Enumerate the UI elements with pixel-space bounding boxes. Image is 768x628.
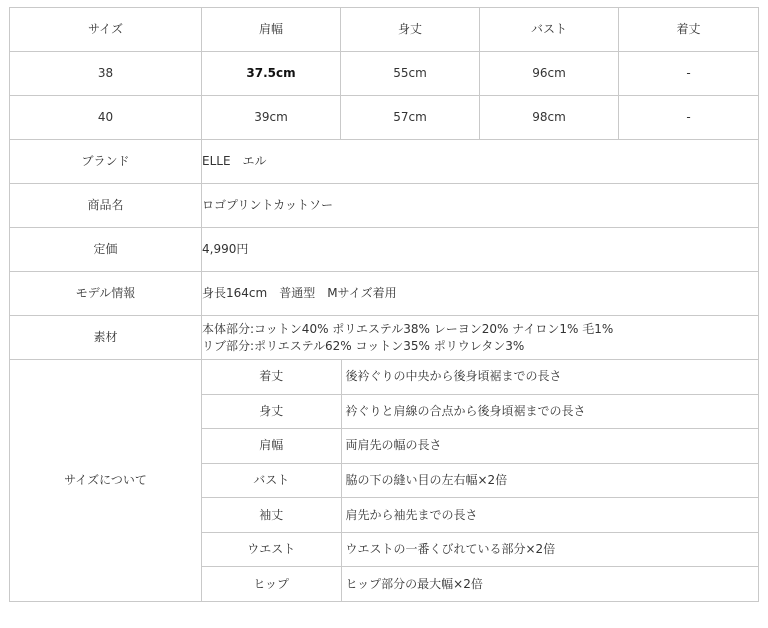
header-size: サイズ [10, 8, 202, 52]
price-label: 定価 [10, 228, 202, 272]
body-length-value: 57cm [341, 96, 480, 140]
guide-term: ヒップ [202, 567, 341, 601]
header-body-length: 身丈 [341, 8, 480, 52]
guide-description: 後衿ぐりの中央から後身頃裾までの長さ [341, 360, 758, 394]
size-header-row [10, 8, 759, 52]
brand-row [10, 140, 759, 184]
size-guide-label: サイズについて [10, 360, 202, 602]
material-line-body: 本体部分:コットン40% ポリエステル38% レーヨン20% ナイロン1% 毛1% [202, 321, 614, 336]
guide-row [202, 360, 758, 394]
total-length-value: - [619, 52, 759, 96]
guide-description: 両肩先の幅の長さ [341, 429, 758, 464]
guide-description: ヒップ部分の最大幅×2倍 [345, 576, 483, 591]
guide-row [202, 463, 758, 498]
size-row-40 [10, 96, 759, 140]
total-length-value: - [619, 96, 759, 140]
bust-value: 96cm [480, 52, 619, 96]
product-name-label: 商品名 [10, 184, 202, 228]
size-guide-row [10, 360, 759, 602]
header-shoulder-width: 肩幅 [202, 8, 341, 52]
guide-term: 肩幅 [202, 429, 341, 464]
size-row-38 [10, 52, 759, 96]
guide-term: バスト [202, 463, 341, 498]
guide-description: 衿ぐりと肩線の合点から後身頃裾までの長さ [341, 394, 758, 429]
guide-term: 身丈 [202, 394, 341, 429]
guide-row [202, 567, 758, 601]
product-name-row [10, 184, 759, 228]
guide-description: 肩先から袖先までの長さ [341, 498, 758, 533]
size-value: 38 [10, 52, 202, 96]
guide-term: 着丈 [202, 360, 341, 394]
shoulder-width-value: 39cm [202, 96, 341, 140]
product-name-value: ロゴプリントカットソー [202, 184, 759, 228]
size-guide-table [202, 360, 758, 601]
guide-description: 脇の下の縫い目の左右幅×2倍 [341, 463, 758, 498]
guide-row [202, 532, 758, 567]
size-value: 40 [10, 96, 202, 140]
material-row [10, 316, 759, 360]
guide-row [202, 429, 758, 464]
header-bust: バスト [480, 8, 619, 52]
model-info-row [10, 272, 759, 316]
shoulder-width-value: 37.5cm [202, 52, 341, 96]
price-value: 4,990円 [202, 228, 759, 272]
guide-term: ウエスト [202, 532, 341, 567]
header-total-length: 着丈 [619, 8, 759, 52]
material-label: 素材 [10, 316, 202, 360]
body-length-value: 55cm [341, 52, 480, 96]
material-line-rib: リブ部分:ポリエステル62% コットン35% ポリウレタン3% [202, 338, 525, 353]
guide-row [202, 498, 758, 533]
material-value [202, 316, 759, 360]
product-spec-table [9, 7, 759, 602]
size-guide-cell [202, 360, 759, 602]
price-row [10, 228, 759, 272]
bust-value: 98cm [480, 96, 619, 140]
brand-label: ブランド [10, 140, 202, 184]
guide-description: ウエストの一番くびれている部分×2倍 [341, 532, 758, 567]
guide-row [202, 394, 758, 429]
brand-value: ELLE エル [202, 140, 759, 184]
guide-term: 袖丈 [202, 498, 341, 533]
model-info-value: 身長164cm 普通型 Mサイズ着用 [202, 272, 759, 316]
model-info-label: モデル情報 [10, 272, 202, 316]
